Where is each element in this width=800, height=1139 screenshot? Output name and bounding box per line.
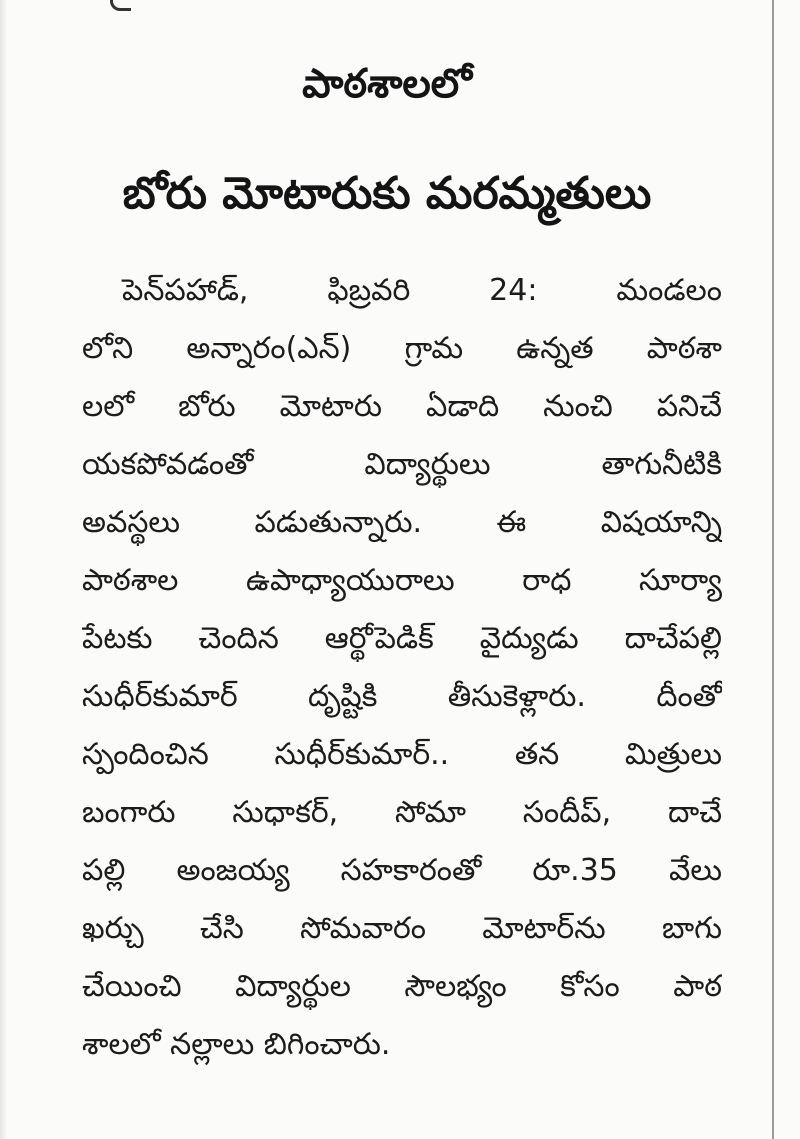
body-line: శాలలో నల్లాలు బిగించారు. <box>82 1027 391 1062</box>
body-line: యకపోవడంతో విద్యార్థులు తాగునీటికి <box>82 447 722 482</box>
body-line: చేయించి విద్యార్థుల సౌలభ్యం కోసం పాఠ <box>82 969 722 1004</box>
body-line: బంగారు సుధాకర్, సోమా సందీప్, దాచే <box>82 795 722 830</box>
article-body <box>82 262 722 1074</box>
body-line: పల్లి అంజయ్య సహకారంతో రూ.35 వేలు <box>82 853 722 888</box>
body-line: పాఠశాల ఉపాధ్యాయురాలు రాధ సూర్యా <box>82 563 722 598</box>
cut-off-text-fragment <box>110 0 131 11</box>
body-line: సుధీర్‌కుమార్ దృష్టికి తీసుకెళ్లారు. దీంతో <box>82 679 722 714</box>
column-divider-rule <box>772 0 774 1139</box>
body-line: స్పందించిన సుధీర్‌కుమార్.. తన మిత్రులు <box>82 737 722 772</box>
body-line: అవస్థలు పడుతున్నారు. ఈ విషయాన్ని <box>82 505 722 540</box>
body-line: లోని అన్నారం(ఎన్) గ్రామ ఉన్నత పాఠశా <box>82 331 722 366</box>
body-line: ఖర్చు చేసి సోమవారం మోటార్‌ను బాగు <box>82 911 722 946</box>
body-line: లలో బోరు మోటారు ఏడాది నుంచి పనిచే <box>82 389 722 424</box>
headline-line-1: పాఠశాలలో <box>302 61 472 107</box>
headline-line-2: బోరు మోటారుకు మరమ్మతులు <box>122 168 652 219</box>
body-line: పేటకు చెందిన ఆర్థోపెడిక్ వైద్యుడు దాచేపల్లి <box>82 621 722 656</box>
body-line: పెన్‌పహాడ్, ఫిబ్రవరి 24: మండలం <box>122 273 722 308</box>
page-edge-shadow <box>0 0 8 1139</box>
